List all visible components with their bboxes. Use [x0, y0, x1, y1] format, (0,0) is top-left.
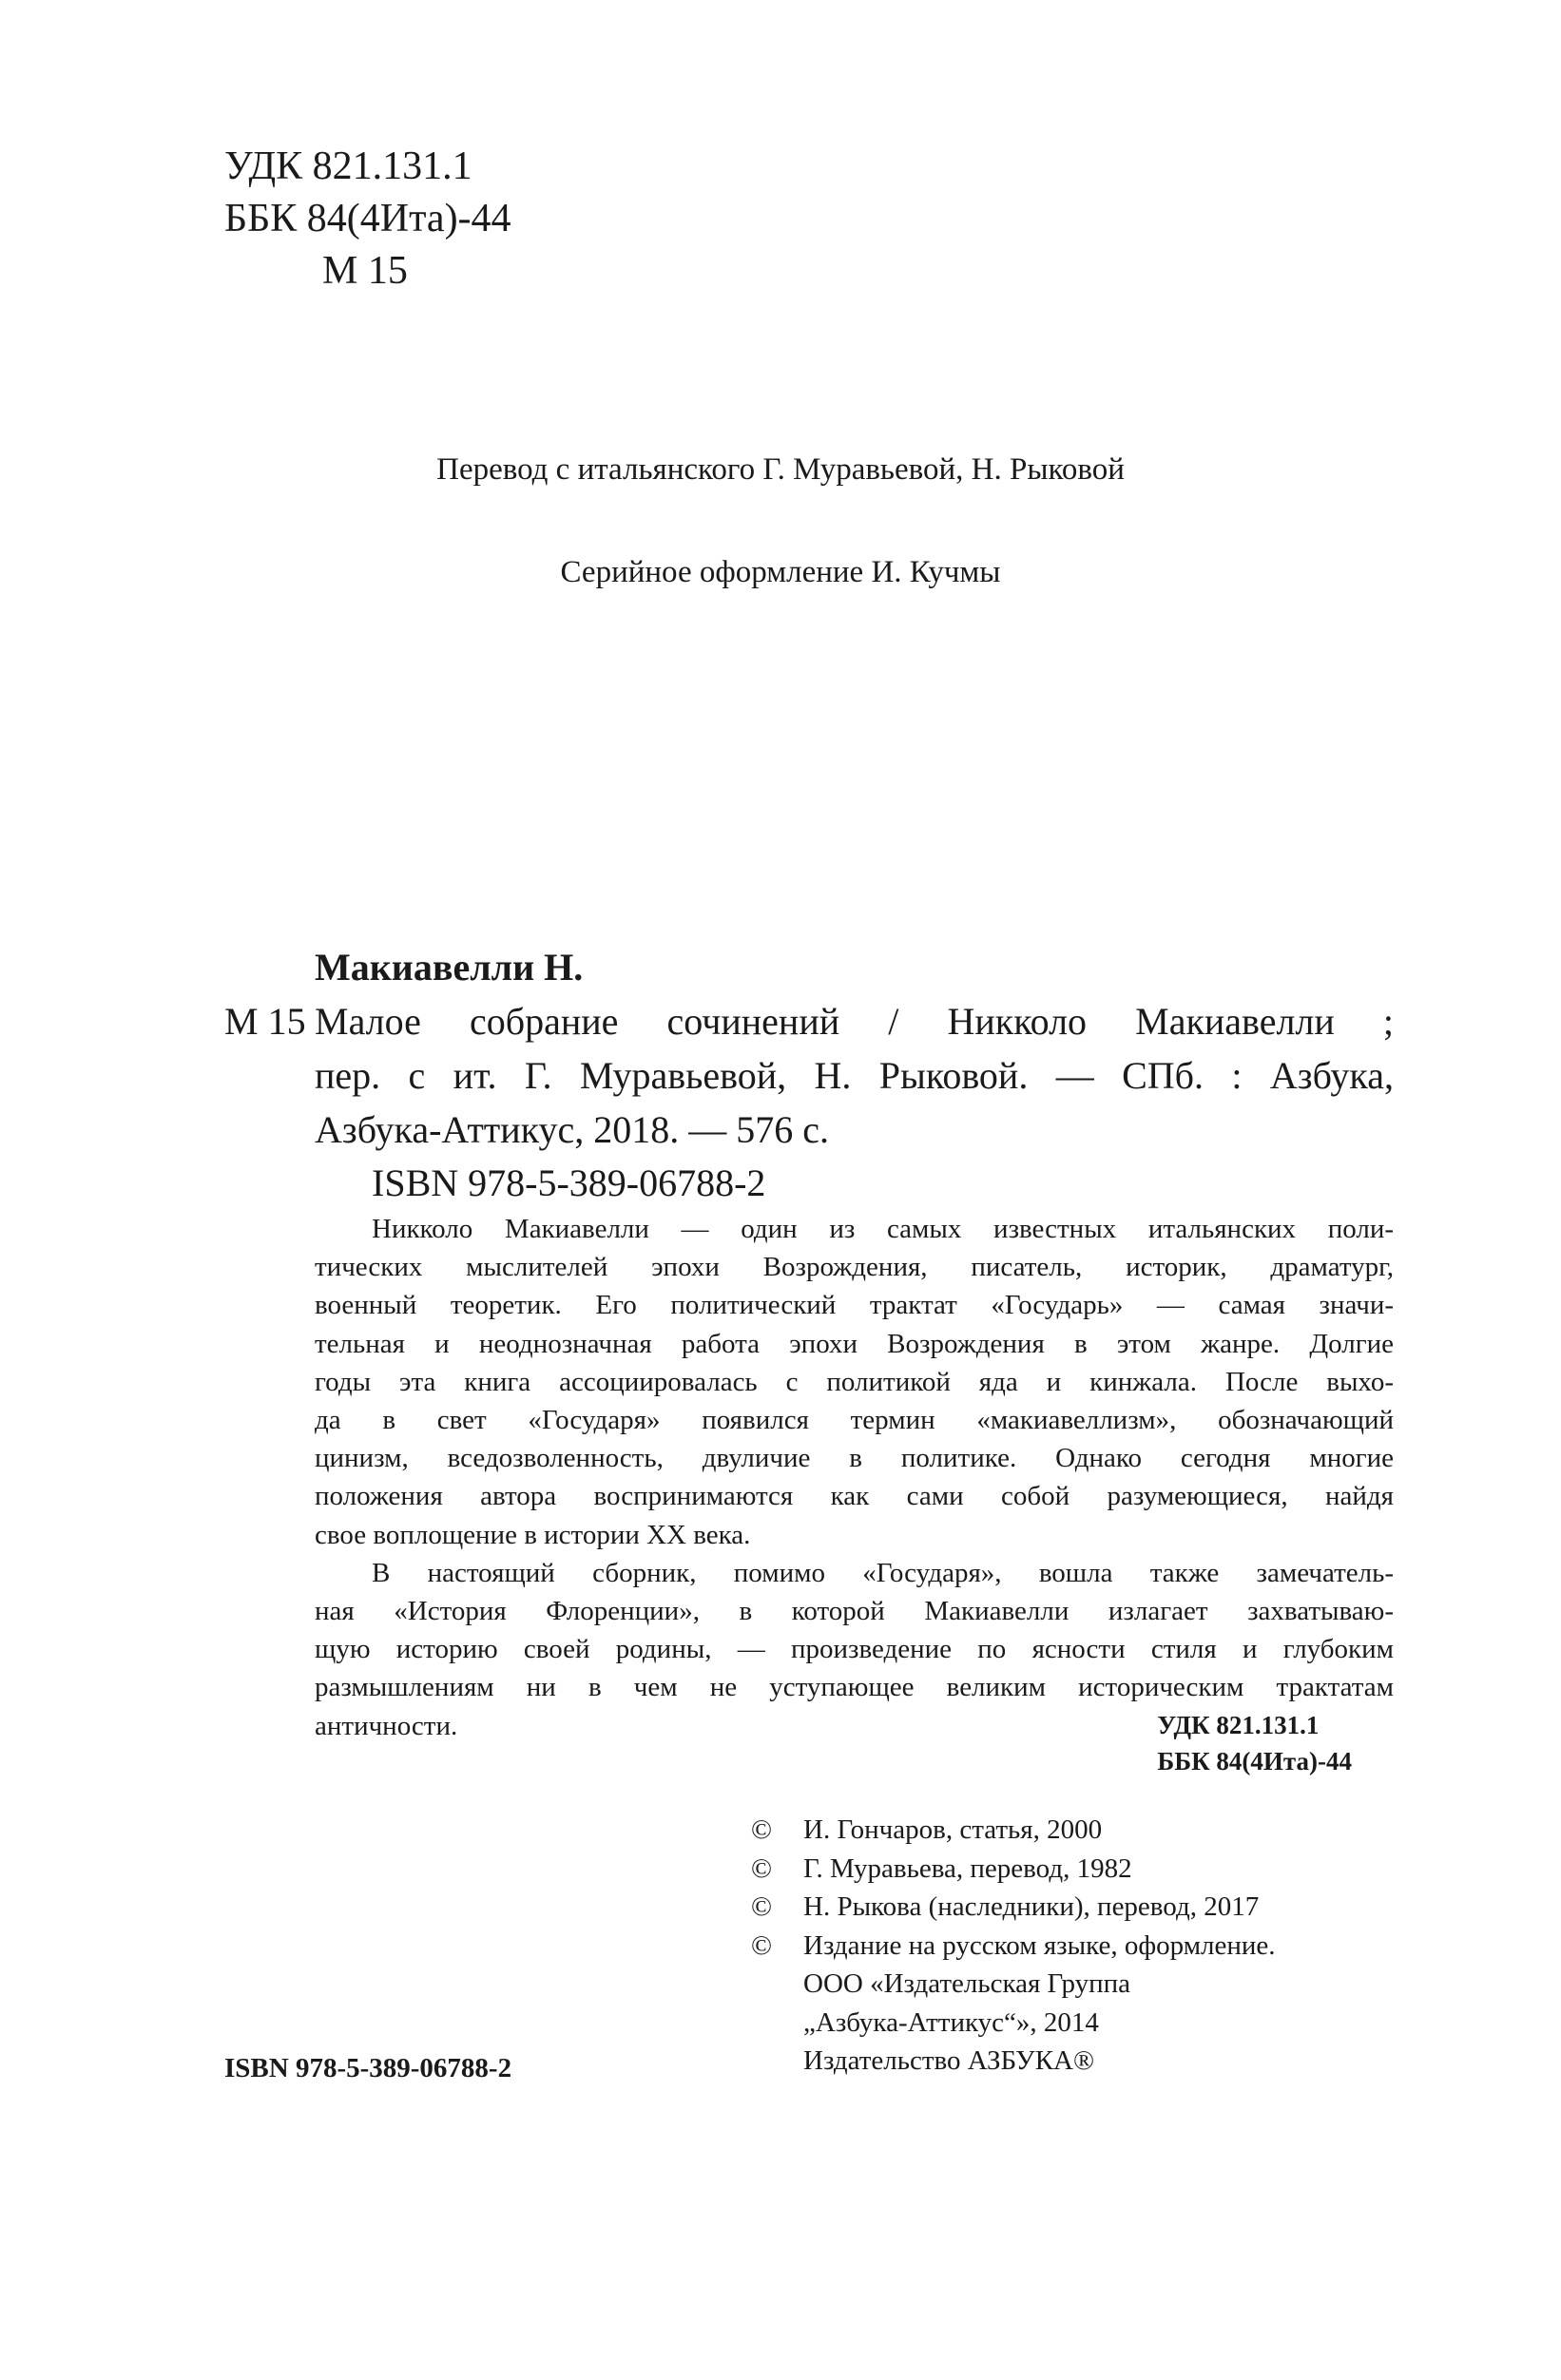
annotation-line: античности. — [315, 1710, 458, 1741]
annotation-line: свое воплощение в истории XX века. — [315, 1519, 751, 1550]
copyright-line: © Н. Рыкова (наследники), перевод, 2017 — [751, 1888, 1276, 1927]
footer-classification-codes — [1157, 1707, 1352, 1779]
top-classification-codes — [224, 141, 511, 298]
copyright-block — [751, 1811, 1276, 2081]
copyright-icon: © — [751, 1814, 773, 1845]
annotation-line: Никколо Макиавелли — один из самых известных итальянских поли- — [372, 1214, 1394, 1244]
annotation-line: военный теоретик. Его политический трактат «Государь» — самая значи- — [315, 1290, 1394, 1321]
author-heading: Макиавелли Н. — [315, 946, 584, 988]
footer-bbk-code: ББК 84(4Ита)-44 — [1157, 1747, 1352, 1775]
isbn-bold: ISBN 978-5-389-06788-2 — [224, 2053, 512, 2083]
annotation-line: размышлениям ни в чем не уступающее великим историческим трактатам — [315, 1672, 1394, 1703]
copyright-continuation: „Азбука-Аттикус“», 2014 — [803, 2006, 1099, 2038]
entry-line: Малое собрание сочинений / Никколо Макиавелли ; — [315, 1000, 1394, 1043]
copyright-line: © Г. Муравьева, перевод, 1982 — [751, 1850, 1276, 1889]
copyright-icon: © — [751, 1891, 773, 1922]
annotation-line: положения автора воспринимаются как сами собой разумеющиеся, найдя — [315, 1481, 1394, 1512]
translation-credit: Перевод с итальянского Г. Муравьевой, Н. Рыковой — [436, 452, 1125, 487]
copyright-line: © Издание на русском языке, оформление. — [751, 1927, 1276, 1966]
copyright-icon: © — [751, 1852, 773, 1884]
annotation — [315, 1210, 1394, 1745]
author-mark: М 15 — [322, 249, 408, 293]
copyright-continuation: Издательство АЗБУКА® — [803, 2045, 1095, 2076]
annotation-line: цинизм, вседозволенность, двуличие в политике. Однако сегодня многие — [315, 1443, 1394, 1474]
footer-udk-code: УДК 821.131.1 — [1157, 1711, 1320, 1739]
design-credit: Серийное оформление И. Кучмы — [560, 555, 1001, 589]
bbk-code: ББК 84(4Ита)-44 — [224, 197, 511, 240]
udk-code: УДК 821.131.1 — [224, 144, 472, 188]
bibliographic-entry — [224, 994, 1394, 1157]
annotation-line: годы эта книга ассоциировалась с политикой яда и кинжала. После выхо- — [315, 1366, 1394, 1397]
copyright-continuation: ООО «Издательская Группа — [803, 1968, 1131, 1999]
entry-isbn: ISBN 978-5-389-06788-2 — [372, 1161, 766, 1204]
annotation-line: тельная и неоднозначная работа эпохи Возрождения в этом жанре. Долгие — [315, 1328, 1394, 1359]
entry-line: пер. с ит. Г. Муравьевой, Н. Рыковой. — СПб. : Азбука, — [315, 1054, 1394, 1097]
annotation-line: да в свет «Государя» появился термин «макиавеллизм», обозначающий — [315, 1405, 1394, 1436]
annotation-line: В настоящий сборник, помимо «Государя», вошла также замечатель- — [372, 1557, 1394, 1588]
annotation-line: тических мыслителей эпохи Возрождения, писатель, историк, драматург, — [315, 1252, 1394, 1283]
annotation-paragraph-1 — [315, 1210, 1394, 1554]
entry-line: Азбука-Аттикус, 2018. — 576 с. — [315, 1108, 830, 1151]
entry-mark: М 15 — [224, 1000, 306, 1043]
annotation-line: щую историю своей родины, — произведение по ясности стиля и глубоким — [315, 1634, 1394, 1665]
bibliographic-record — [224, 941, 1394, 1745]
copyright-icon: © — [751, 1929, 773, 1961]
annotation-line: ная «История Флоренции», в которой Макиавелли излагает захватываю- — [315, 1596, 1394, 1627]
copyright-line: © И. Гончаров, статья, 2000 — [751, 1811, 1276, 1850]
